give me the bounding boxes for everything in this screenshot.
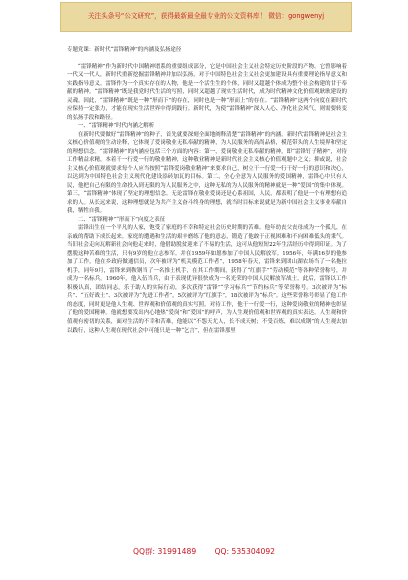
- document-page: [67, 46, 347, 536]
- footer-qq-contact: QQ: 535304092: [214, 547, 275, 556]
- page-footer: [0, 546, 408, 557]
- section-heading: 一、“雷锋精神”时代内涵之解析: [77, 123, 155, 130]
- promo-banner: [60, 2, 352, 32]
- section-heading: 二、“雷锋精神”“形而下”向度之表征: [77, 216, 166, 223]
- document-body: [67, 63, 347, 336]
- promo-banner-text: 关注头条号“公文研究”，获得最新最全最专业的公文资料库！ 微信：gongwenyj: [87, 12, 325, 21]
- body-paragraph: “雷锋精神”作为新时代中国精神谱系的重要组成部分，它是中国社会主义社会特定历史阶段的产物。它曾影响着一代又一代人，新时代重新挖掘雷锋精神并加以弘扬，对于中国特色社会主义社会更加建设具有重要理论指导意义和实践指导意义。雷锋作为一个真实存在的人物，他是一个活生生的个体，同时又超越个体成为整个社会构建的甘于奉献的精神。“雷锋精神”既是我党时代生活的写照，同时又超越了现实生活时代，成为时代精神文化价值观耿耿建设的灵魂。因此，“雷锋精神”既是一种“形而下”的存在，同时也是一种“形而上”的存在。“雷锋精神”这两个向度在新时代应保持一定张力，才能在现实生活世界中得到践行。新时代，为使“雷锋精神”深入人心、净化社会风气，则需要转变的弘扬手段和路径。: [67, 63, 347, 121]
- body-paragraph: 雷锋出生在一个平凡的人家，饱受了家庭的不幸和特定社会历史时期的苦难。他年幼丧父丧母成为一个孤儿，在亲戚的帮助下成长起来。家庭的遭遇和生活的艰辛磨练了他的意志，锻造了他敢于正视困难和不向困难低头的秉气。当旧社会走向瓦解新社会向他走来时，他借助脱贫迎来了不易的生活，这可从他短短22年生活经历中得到印证。为了摆脱这种苦难的生活，只有9岁的他立志参军。并在1959年如愿参加了中国人民解放军。1956年，年满16岁的他参加了工作，他在乡政府做通信员，次年被评为“机关模范工作者”，1958年春天，雷锋来到团山湖农场当了一名拖拉机手，同年9月，雷锋来到鞍钢当了一名推土机手，在其工作期间，获得了“红旗手”“劳动模范”等各种荣誉称号，并成为一名标兵。1960年，他入伍当兵，由于表现优异很快成为一名光荣的中国人民解放军战士。此后，雷锋以工作积极认真，团结同志，乐于助人的实际行动，多次获得“雷锋”“学习标兵”“节约标兵”等荣誉称号。3次被评为“标兵”、“五好战士”、3次被评为“先进工作者”，5次被评为“红旗手”，18次被评为“标兵”。这些荣誉称号彰显了他工作的态度，同时更是他人生观、世界观和价值观的真实写照。对待工作，他干一行爱一行，这种爱岗敬业的精神也彰显了他的爱国精神。他就想要发出内心地热“爱岗”和“爱国”的呼声，为人生观价值观和世界观的真实表达。人生观和价值观有密切的关系，面对生活的不幸和苦难，他能以“不怨天尤人，长不成天树；不受百炼，难以成钢”的人生观去加以践行，这种人生观在现代社会中可能只是一种“乞言”，但在雷锋那里: [67, 225, 347, 334]
- body-paragraph: 在新时代要做好“雷锋精神”的种子，首先就要深刻全面地阐释清楚“雷锋精神”的内涵。新时代雷锋精神是社会主义核心价值观的生动诠释，它体现了爱岗敬业无私奉献的精神，为人民服务的高尚品格，模范带头的人生境界和坚定的理想信念。“雷锋精神”的内涵应包括三个方面的内容：第一，爱岗敬业无私奉献的精神，即“雷锋钉子精神”，对待工作精益求精，本着干一行爱一行的敬业精神，这种敬业精神是新时代社会主义核心价值观题中之义；抑或说，社会主义核心价值观就要求每个人应当按照“雷锋爱岗敬业精神”来要求自己，树立干一行爱一行干好一行的意识和决心，以达到为中国特色社会主义现代化建设添砖加瓦的目标。第二，全心全意为人民服务的爱国精神，雷锋心中只有人民，他把自己有限的生命投入到无限的为人民服务之中，这种无私的为人民服务的精神就是一种“爱国”的集中体现。第三，“雷锋精神”体现了坚定的理想信念。无论雷锋在敬业爱岗还是心系祖国，人民，都表明了他是一个有理想有追求的人。从长远来说，这种理想就是为共产主义奋斗终身的理想，就当时目标来说就是为新中国社会主义事业奉献自我，牺牲自我。: [67, 131, 347, 215]
- document-title: 专题党课：新时代“雷锋精神”的内涵及弘扬途径: [67, 47, 182, 53]
- footer-qq-group: QQ群: 31991489: [132, 547, 197, 556]
